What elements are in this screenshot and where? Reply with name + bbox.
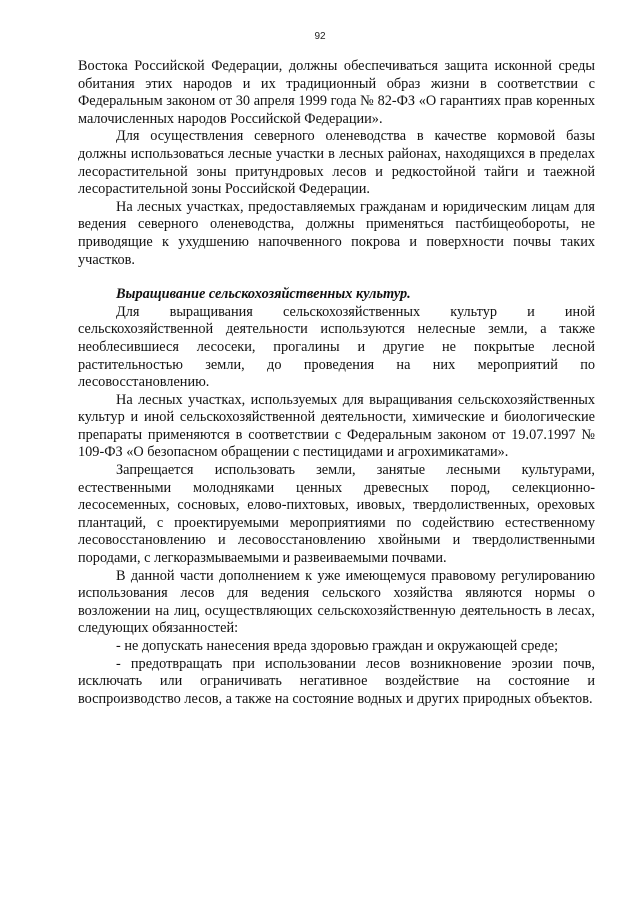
paragraph-5: На лесных участках, используемых для выращивания сельскохозяйственных культур и иной сельскохозяйственной деятельности, химические и биологические препараты применяются в соответствии с Федеральным законом от 19.07.1997 № 109-ФЗ «О безопасном обращении с пестицидами и агрохимикатами». xyxy=(78,391,595,461)
section-title: Выращивание сельскохозяйственных культур. xyxy=(116,286,411,303)
page-number: 92 xyxy=(314,31,326,42)
bullet-item-2: - предотвращать при использовании лесов возникновение эрозии почв, исключать или ограничивать негативное воздействие на состояние и воспроизводство лесов, а также на состояние водных и других природных объектов. xyxy=(78,655,595,707)
paragraph-4: Для выращивания сельскохозяйственных культур и иной сельскохозяйственной деятельности используются нелесные земли, а также необлесившиеся лесосеки, прогалины и другие не покрытые лесной растительностью земли, до проведения на них мероприятий по лесовосстановлению. xyxy=(78,303,595,391)
paragraph-1: Востока Российской Федерации, должны обеспечиваться защита исконной среды обитания этих народов и их традиционный образ жизни в соответствии с Федеральным законом от 30 апреля 1999 года № 82-ФЗ «О гарантиях прав коренных малочисленных народов Российской Федерации». xyxy=(78,58,595,127)
document-body xyxy=(78,58,595,708)
paragraph-7: В данной части дополнением к уже имеющемуся правовому регулированию использования лесов для ведения сельского хозяйства являются нормы о возложении на лиц, осуществляющих сельскохозяйственную деятельность в лесах, следующих обязанностей: xyxy=(78,567,595,637)
bullet-item-1: - не допускать нанесения вреда здоровью граждан и окружающей среде; xyxy=(116,638,559,654)
paragraph-2: Для осуществления северного оленеводства в качестве кормовой базы должны использоваться лесные участки в лесных районах, находящихся в пределах лесорастительной зоны притундровых лесов и редкостойной тайги и таежной лесорастительной зоны Российской Федерации. xyxy=(78,128,595,198)
paragraph-3: На лесных участках, предоставляемых гражданам и юридическим лицам для ведения северного оленеводства, должны применяться пастбищеобороты, не приводящие к ухудшению напочвенного покрова и поверхности почвы таких участков. xyxy=(78,198,595,268)
paragraph-6: Запрещается использовать земли, занятые лесными культурами, естественными молодняками ценных древесных пород, селекционно-лесосеменных, сосновых, елово-пихтовых, ивовых, твердолиственных, ореховых плантаций, с проектируемыми мероприятиями по содействию естественному лесовосстановлению и лесовосстановлению хвойными и твердолиственными породами, с легкоразмываемыми и развеиваемыми почвами. xyxy=(78,462,595,567)
